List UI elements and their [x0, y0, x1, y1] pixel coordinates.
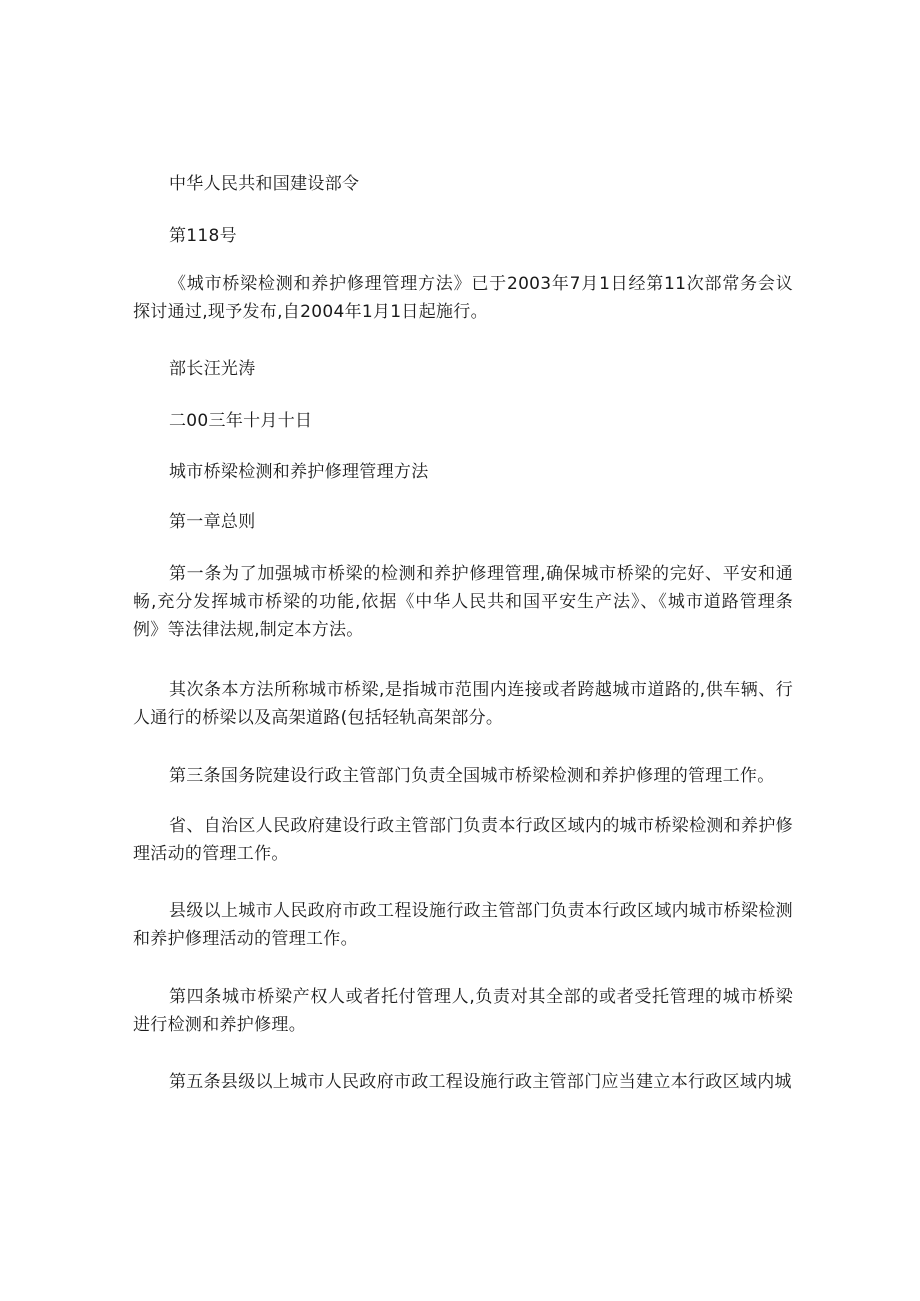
document-title: 城市桥梁检测和养护修理管理方法: [169, 462, 429, 482]
chapter-heading: 第一章总则: [169, 512, 256, 532]
article-5: 第五条县级以上城市人民政府市政工程设施行政主管部门应当建立本行政区域内城: [169, 1072, 792, 1092]
decree-number: 第118号: [169, 226, 237, 246]
article-3: 第三条国务院建设行政主管部门负责全国城市桥梁检测和养护修理的管理工作。: [169, 766, 775, 786]
article-1: 第一条为了加强城市桥梁的检测和养护修理管理,确保城市桥梁的完好、平安和通畅,充分发挥城市桥梁的功能,依据《中华人民共和国平安生产法》、《城市道路管理条例》等法律法规,制定本方法。: [133, 564, 793, 640]
promulgation-text: 《城市桥梁检测和养护修理管理方法》已于2003年7月1日经第11次部常务会议探讨通过,现予发布,自2004年1月1日起施行。: [133, 274, 793, 322]
article-2: 其次条本方法所称城市桥梁,是指城市范围内连接或者跨越城市道路的,供车辆、行人通行的桥梁以及高架道路(包括轻轨高架部分。: [133, 680, 793, 728]
minister-signature-line: 部长汪光涛: [169, 359, 256, 379]
decree-title: 中华人民共和国建设部令: [169, 174, 360, 194]
decree-date: 二00三年十月十日: [169, 411, 313, 431]
article-3-county: 县级以上城市人民政府市政工程设施行政主管部门负责本行政区域内城市桥梁检测和养护修理活动的管理工作。: [133, 901, 793, 949]
article-4: 第四条城市桥梁产权人或者托付管理人,负责对其全部的或者受托管理的城市桥梁进行检测和养护修理。: [133, 987, 793, 1035]
article-3-provincial: 省、自治区人民政府建设行政主管部门负责本行政区域内的城市桥梁检测和养护修理活动的管理工作。: [133, 816, 793, 864]
